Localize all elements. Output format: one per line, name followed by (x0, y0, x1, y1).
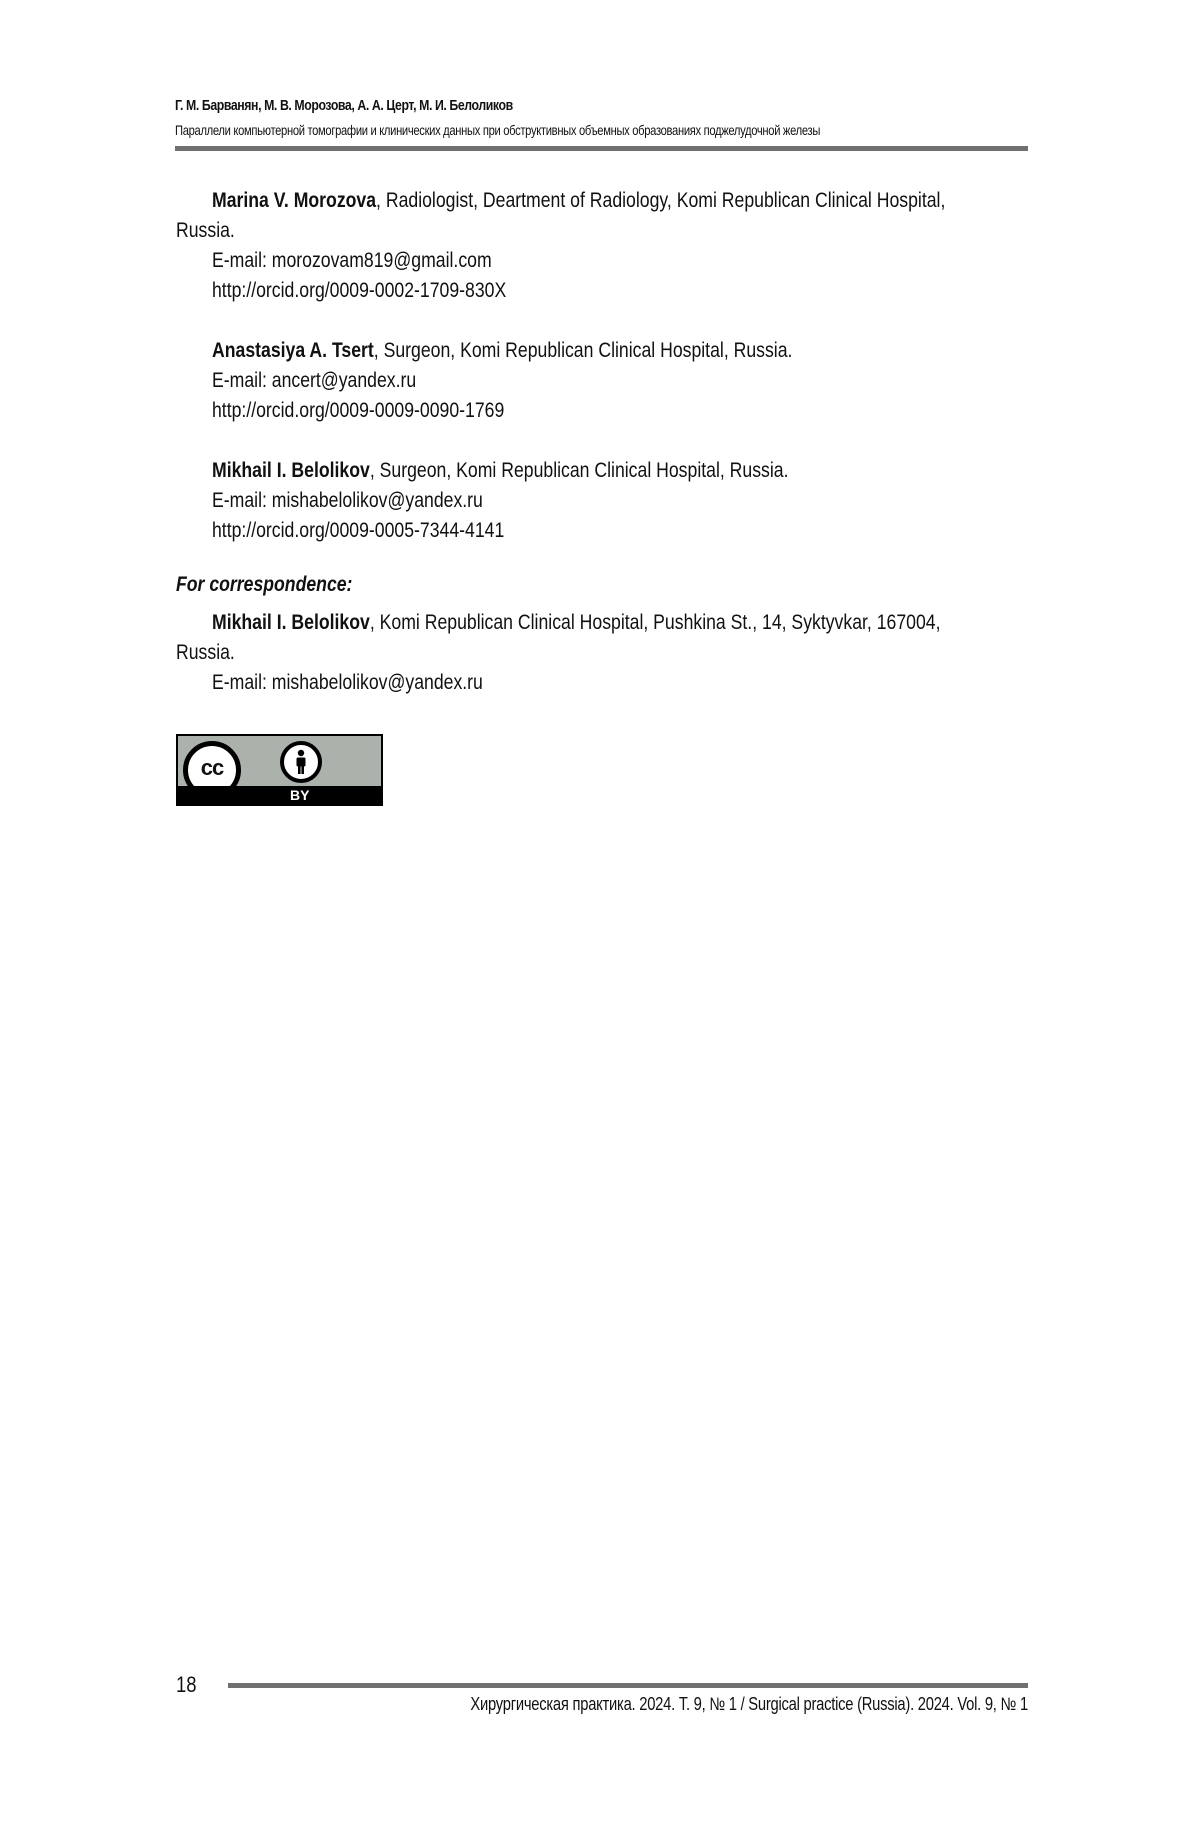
correspondence-address-cont: Russia. (176, 641, 235, 664)
author-email[interactable]: E-mail: morozovam819@gmail.com (212, 249, 492, 272)
footer-divider (228, 1683, 1028, 1688)
author-orcid-link[interactable]: http://orcid.org/0009-0009-0090-1769 (212, 399, 505, 422)
attribution-person-icon (280, 741, 322, 783)
author-block-belolikov (176, 456, 1028, 546)
author-block-morozova (176, 186, 1028, 306)
journal-citation: Хирургическая практика. 2024. Т. 9, № 1 / Surgical practice (Russia). 2024. Vol. 9, № 1 (470, 1694, 1028, 1714)
author-name: Anastasiya A. Tsert (212, 339, 374, 362)
correspondence-name: Mikhail I. Belolikov (212, 611, 370, 634)
author-affiliation-cont: Russia. (176, 219, 235, 242)
by-strip (178, 786, 381, 804)
author-block-tsert (176, 336, 1028, 426)
author-affiliation: , Radiologist, Deartment of Radiology, Komi Republican Clinical Hospital, (376, 189, 946, 212)
header-divider (175, 146, 1028, 151)
header-authors: Г. М. Барванян, М. В. Морозова, А. А. Церт, М. И. Белоликов (175, 97, 513, 114)
author-affiliation: , Surgeon, Komi Republican Clinical Hospital, Russia. (369, 459, 789, 482)
correspondence-email[interactable]: E-mail: mishabelolikov@yandex.ru (212, 671, 483, 694)
correspondence-address: , Komi Republican Clinical Hospital, Pushkina St., 14, Syktyvkar, 167004, (369, 611, 941, 634)
page-number: 18 (176, 1672, 197, 1697)
author-orcid-link[interactable]: http://orcid.org/0009-0005-7344-4141 (212, 519, 505, 542)
author-email[interactable]: E-mail: mishabelolikov@yandex.ru (212, 489, 483, 512)
author-name: Mikhail I. Belolikov (212, 459, 370, 482)
header-article-title: Параллели компьютерной томографии и клинических данных при обструктивных объемных образованиях поджелудочной железы (175, 122, 821, 138)
author-orcid-link[interactable]: http://orcid.org/0009-0002-1709-830X (212, 279, 507, 302)
author-name: Marina V. Morozova (212, 189, 377, 212)
author-affiliation: , Surgeon, Komi Republican Clinical Hospital, Russia. (373, 339, 793, 362)
author-information (176, 186, 1028, 698)
author-email[interactable]: E-mail: ancert@yandex.ru (212, 369, 417, 392)
correspondence-block (176, 570, 1028, 698)
cc-by-license-badge[interactable] (176, 734, 383, 806)
creative-commons-icon: cc (183, 741, 241, 799)
by-label: BY (290, 787, 310, 803)
running-header (175, 96, 1028, 140)
correspondence-heading: For correspondence: (176, 573, 353, 596)
